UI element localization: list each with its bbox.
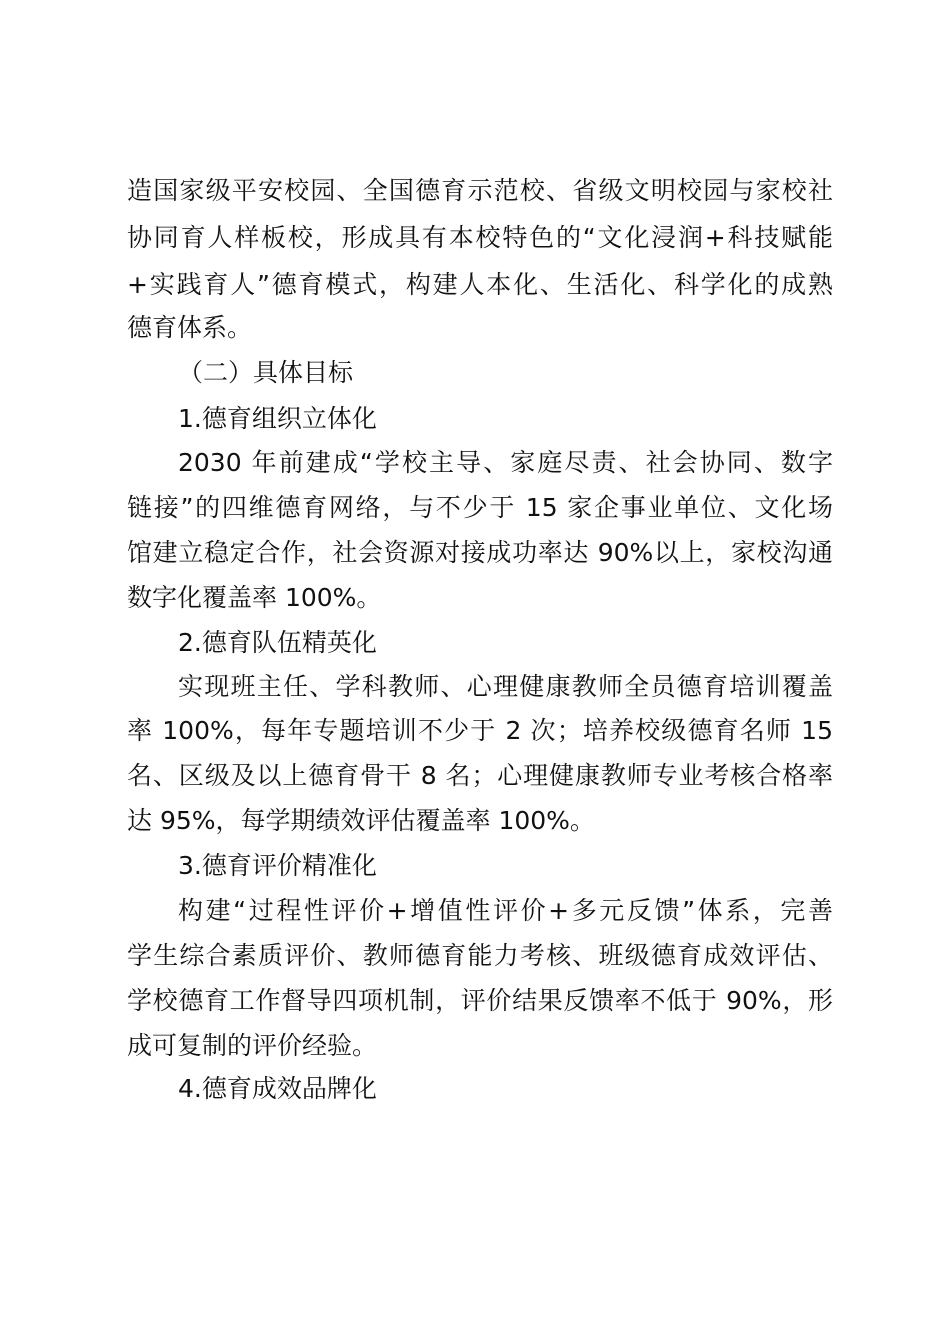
paragraph-line: 学校德育工作督导四项机制，评价结果反馈率不低于 90%，形: [127, 986, 833, 1015]
paragraph-line: 学生综合素质评价、教师德育能力考核、班级德育成效评估、: [127, 941, 833, 970]
paragraph-line: 实现班主任、学科教师、心理健康教师全员德育培训覆盖: [178, 672, 833, 701]
paragraph-line: 构建“过程性评价+增值性评价+多元反馈”体系，完善: [178, 896, 833, 925]
paragraph-line: 达 95%，每学期绩效评估覆盖率 100%。: [127, 806, 595, 835]
subsection-heading: 1.德育组织立体化: [178, 404, 377, 433]
paragraph-line: 率 100%，每年专题培训不少于 2 次；培养校级德育名师 15: [127, 716, 833, 745]
paragraph-line: 协同育人样板校，形成具有本校特色的“文化浸润+科技赋能: [127, 223, 833, 252]
paragraph-line: 德育体系。: [127, 313, 253, 342]
paragraph-line: 2030 年前建成“学校主导、家庭尽责、社会协同、数字: [178, 448, 833, 477]
paragraph-line: +实践育人”德育模式，构建人本化、生活化、科学化的成熟: [127, 270, 833, 299]
subsection-heading: 4.德育成效品牌化: [178, 1074, 377, 1103]
subsection-heading: 3.德育评价精准化: [178, 851, 377, 880]
paragraph-line: 链接”的四维德育网络，与不少于 15 家企事业单位、文化场: [127, 493, 833, 522]
subsection-heading: 2.德育队伍精英化: [178, 628, 377, 657]
paragraph-line: 成可复制的评价经验。: [127, 1031, 378, 1060]
paragraph-line: 数字化覆盖率 100%。: [127, 583, 382, 612]
paragraph-line: 馆建立稳定合作，社会资源对接成功率达 90%以上，家校沟通: [127, 538, 833, 567]
section-heading: （二）具体目标: [178, 358, 354, 387]
paragraph-line: 造国家级平安校园、全国德育示范校、省级文明校园与家校社: [127, 176, 833, 205]
paragraph-line: 名、区级及以上德育骨干 8 名；心理健康教师专业考核合格率: [127, 761, 833, 790]
